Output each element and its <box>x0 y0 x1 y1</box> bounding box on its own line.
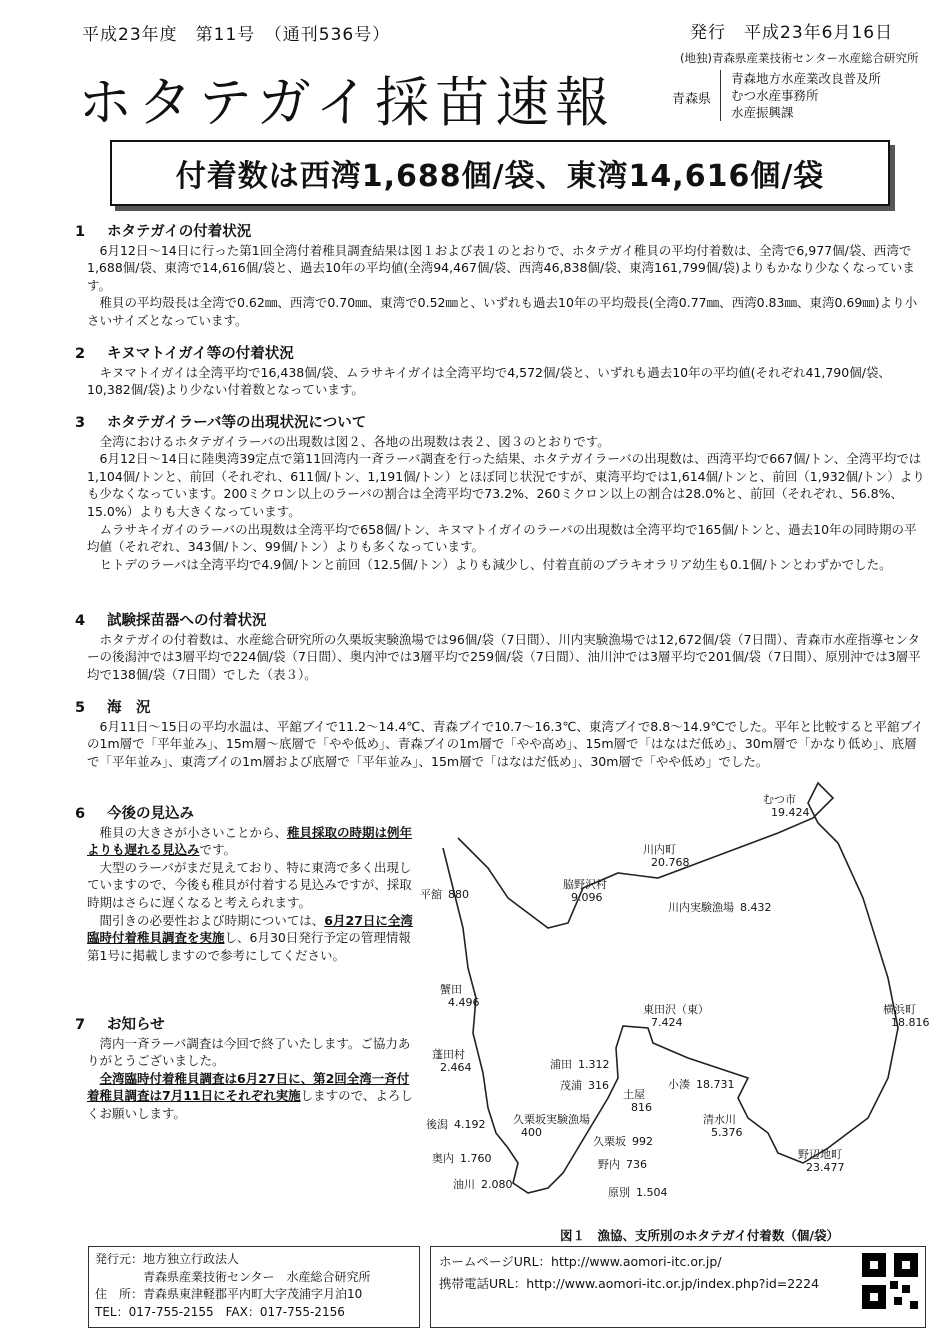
issue-date: 発行 平成23年6月16日 <box>690 23 894 43</box>
section-heading: 7 お知らせ <box>75 1017 165 1033</box>
paragraph: 6月12日～14日に行った第1回全湾付着稚貝調査結果は図１および表１のとおりで、ホタテガイ稚貝の平均付着数は、全湾で6,977個/袋、西湾で1,688個/袋、東湾で14,616個/袋と、過去10年の平均値(全湾94,467個/袋、西湾46,838個/袋、東湾161,799個/袋)よりもかなり少なくなっています。 <box>87 242 915 293</box>
station-name: 久栗坂 <box>593 1135 626 1148</box>
org-list <box>720 70 881 121</box>
map-station-label <box>643 842 690 869</box>
station-name: 奥内 <box>432 1152 454 1165</box>
section-heading: 4 試験採苗器への付着状況 <box>75 613 267 629</box>
map-station-label <box>426 1117 486 1131</box>
figure-caption: 図１ 漁協、支所別のホタテガイ付着数（個/袋） <box>560 1228 839 1243</box>
station-name: 清水川 <box>703 1113 736 1126</box>
station-name: 蟹田 <box>440 983 462 996</box>
url-box <box>430 1246 926 1328</box>
paragraph: キヌマトイガイは全湾平均で16,438個/袋、ムラサキイガイは全湾平均で4,572個/袋と、いずれも過去10年の平均値(それぞれ41,790個/袋、10,382個/袋)より少ない付着数となっています。 <box>87 364 891 398</box>
map-station-label <box>432 1151 492 1165</box>
station-value: 23.477 <box>806 1161 845 1174</box>
paragraph: ヒトデのラーバは全湾平均で4.9個/トンと前回（12.5個/トン）よりも減少し、付着直前のブラキオラリア幼生も0.1個/トンとわずかでした。 <box>99 556 892 572</box>
station-value: 816 <box>631 1101 652 1114</box>
paragraph: 6月12日～14日に陸奥湾39定点で第11回湾内一斉ラーバ調査を行った結果、ホタテガイラーバの出現数は、西湾平均で667個/トン、全湾平均では1,104個/トンと、前回（それぞれ、611個/トン、1,191個/トン）とほぼ同じ状況ですが、東湾平均では1,614個/トンと、前回（1,932個/トン）よりも少なくなっています。200ミクロン以上のラーバの割合は全湾平均で73.2%、260ミクロン以上の割合は28.0%と、前回（それぞれ、56.8%、15.0%）よりも大きくなっています。 <box>87 451 925 519</box>
station-name: 土屋 <box>623 1088 645 1101</box>
org-item: 水産振興課 <box>731 105 794 120</box>
phone: TEL：017-755-2155 FAX：017-755-2156 <box>95 1304 345 1319</box>
section-4 <box>75 613 927 683</box>
map-station-label <box>593 1134 653 1148</box>
station-value: 1.760 <box>460 1152 492 1165</box>
station-name: 脇野沢村 <box>563 878 607 891</box>
paragraph: ホタテガイの付着数は、水産総合研究所の久栗坂実験漁場では96個/袋（7日間）、川内実験漁場では12,672個/袋（7日間）、青森市水産指導センターの後潟沖では3層平均で224個/袋（7日間）、奥内沖では3層平均で259個/袋（7日間）、油川沖では3層平均で201個/袋（7日間）、原別沖では3層平均で138個/袋（7日間）でした（表３）。 <box>87 631 921 682</box>
map-station-label <box>608 1185 668 1199</box>
section-1 <box>75 224 927 330</box>
map-station-label <box>563 877 607 904</box>
paragraph: 6月11日～15日の平均水温は、平舘ブイで11.2～14.4℃、青森ブイで10.7～16.3℃、東湾ブイで8.8～14.9℃でした。平年と比較すると平舘ブイの1m層で「平年並み」、15m層～底層で「やや低め」、青森ブイの1m層で「やや高め」、15m層で「はなはだ低め」、30m層で「かなり低め」、底層で「平年並み」、東湾ブイの1m層および底層で「平年並み」、15m層で「はなはだ低め」、30m層で「やや低め」でした。 <box>87 718 924 769</box>
section-2 <box>75 346 927 399</box>
station-value: 4.496 <box>448 996 480 1009</box>
page-title: ホタテガイ採苗速報 <box>78 71 616 134</box>
paragraph: 稚貝の平均殻長は全湾で0.62㎜、西湾で0.70㎜、東湾で0.52㎜と、いずれも過去10年の平均殻長(全湾0.77㎜、西湾0.83㎜、東湾0.69㎜)より小さいサイズとなっています。 <box>87 295 918 328</box>
paragraph: 稚貝の大きさが小さいことから、稚貝採取の時期は例年よりも遅れる見込みです。 <box>87 824 413 858</box>
map-station-label <box>643 1003 709 1029</box>
section-heading: 5 海 況 <box>75 700 151 716</box>
section-7 <box>75 1017 415 1123</box>
map-station-label <box>598 1157 647 1171</box>
mobile-url[interactable]: 携帯電話URL：http://www.aomori-itc.or.jp/index.php?id=2224 <box>439 1276 820 1291</box>
station-name: 平舘 <box>420 888 442 901</box>
paragraph: 大型のラーバがまだ見えており、特に東湾で多く出現していますので、今後も稚貝が付着する見込みですが、採取時期はさらに遅くなると考えられます。 <box>87 859 412 910</box>
station-value: 20.768 <box>651 856 690 869</box>
map-station-label <box>420 888 469 901</box>
station-value: 8.432 <box>740 901 772 914</box>
mutsu-bay-map <box>418 778 938 1218</box>
station-name: 久栗坂実験漁場 <box>513 1113 590 1126</box>
station-value: 880 <box>448 888 469 901</box>
station-value: 400 <box>521 1126 542 1139</box>
station-value: 316 <box>588 1079 609 1092</box>
map-station-label <box>703 1112 743 1139</box>
map-station-label <box>883 1002 930 1029</box>
station-name: 東田沢（東） <box>643 1003 709 1016</box>
station-value: 19.424 <box>771 806 810 819</box>
station-name: むつ市 <box>763 793 796 806</box>
station-name: 小湊 <box>668 1078 690 1091</box>
map-station-label <box>432 1047 472 1074</box>
station-value: 18.731 <box>696 1078 735 1091</box>
org-item: むつ水産事務所 <box>731 88 819 103</box>
paragraph: 湾内一斉ラーバ調査は今回で終了いたします。ご協力ありがとうございました。 <box>87 1035 411 1069</box>
qr-code-icon <box>862 1253 918 1309</box>
station-name: 後潟 <box>426 1118 448 1131</box>
author-institute: (地独)青森県産業技術センター水産総合研究所 <box>680 51 919 65</box>
address: 住 所：青森県東津軽郡平内町大字茂浦字月泊10 <box>95 1287 363 1301</box>
station-value: 992 <box>632 1135 653 1148</box>
paragraph: 間引きの必要性および時期については、6月27日に全湾臨時付着稚貝調査を実施し、6月30日発行予定の管理情報第1号に掲載しますので参考にしてください。 <box>87 912 413 963</box>
section-3 <box>75 415 927 573</box>
station-name: 油川 <box>453 1178 475 1191</box>
station-name: 横浜町 <box>883 1003 916 1016</box>
map-station-label <box>623 1087 652 1114</box>
station-name: 茂浦 <box>560 1079 582 1092</box>
station-value: 2.464 <box>440 1061 472 1074</box>
paragraph: 全湾におけるホタテガイラーバの出現数は図２、各地の出現数は表２、図３のとおりです。 <box>99 433 610 449</box>
publisher-org: 青森県産業技術センター 水産総合研究所 <box>143 1269 371 1284</box>
station-name: 川内町 <box>643 843 676 856</box>
map-station-label <box>560 1078 609 1092</box>
prefecture: 青森県 <box>672 92 712 107</box>
station-name: 浦田 <box>550 1058 572 1071</box>
section-6 <box>75 806 415 964</box>
issue-number: 平成23年度 第11号 （通刊536号） <box>82 25 391 45</box>
station-value: 18.816 <box>891 1016 930 1029</box>
publisher-label: 発行元：地方独立行政法人 <box>95 1252 240 1266</box>
map-station-label <box>550 1057 610 1071</box>
station-value: 2.080 <box>481 1178 513 1191</box>
headline: 付着数は西湾1,688個/袋、東湾14,616個/袋 <box>175 159 825 194</box>
station-name: 蓬田村 <box>432 1048 465 1061</box>
publisher-box <box>88 1246 420 1328</box>
section-heading: 6 今後の見込み <box>75 806 194 822</box>
map-station-label <box>453 1177 513 1191</box>
headline-box <box>110 140 890 206</box>
section-heading: 2 キヌマトイガイ等の付着状況 <box>75 346 294 362</box>
station-name: 野辺地町 <box>798 1148 842 1161</box>
station-value: 1.504 <box>636 1186 668 1199</box>
station-name: 野内 <box>598 1158 620 1171</box>
org-item: 青森地方水産業改良普及所 <box>731 71 882 86</box>
station-name: 川内実験漁場 <box>668 901 734 914</box>
homepage-url[interactable]: ホームページURL：http://www.aomori-itc.or.jp/ <box>439 1254 722 1269</box>
map-station-label <box>668 1077 735 1091</box>
station-value: 736 <box>626 1158 647 1171</box>
map-station-label <box>798 1147 845 1174</box>
map-station-label <box>668 900 772 914</box>
station-value: 9.096 <box>571 891 603 904</box>
map-station-label <box>513 1112 590 1139</box>
section-5 <box>75 700 927 770</box>
map-station-label <box>763 793 810 819</box>
station-value: 1.312 <box>578 1058 610 1071</box>
section-heading: 1 ホタテガイの付着状況 <box>75 224 252 240</box>
section-heading: 3 ホタテガイラーバ等の出現状況について <box>75 415 367 431</box>
paragraph: ムラサキイガイのラーバの出現数は全湾平均で658個/トン、キヌマトイガイのラーバの出現数は全湾平均で165個/トンと、過去10年の同時期の平均値（それぞれ、343個/トン、99個/トン）よりも多くなっています。 <box>87 521 917 555</box>
station-value: 5.376 <box>711 1126 743 1139</box>
paragraph: 全湾臨時付着稚貝調査は6月27日に、第2回全湾一斉付着稚貝調査は7月11日にそれぞれ実施しますので、よろしくお願いします。 <box>87 1070 413 1121</box>
station-name: 原別 <box>608 1186 630 1199</box>
station-value: 7.424 <box>651 1016 683 1029</box>
station-value: 4.192 <box>454 1118 486 1131</box>
